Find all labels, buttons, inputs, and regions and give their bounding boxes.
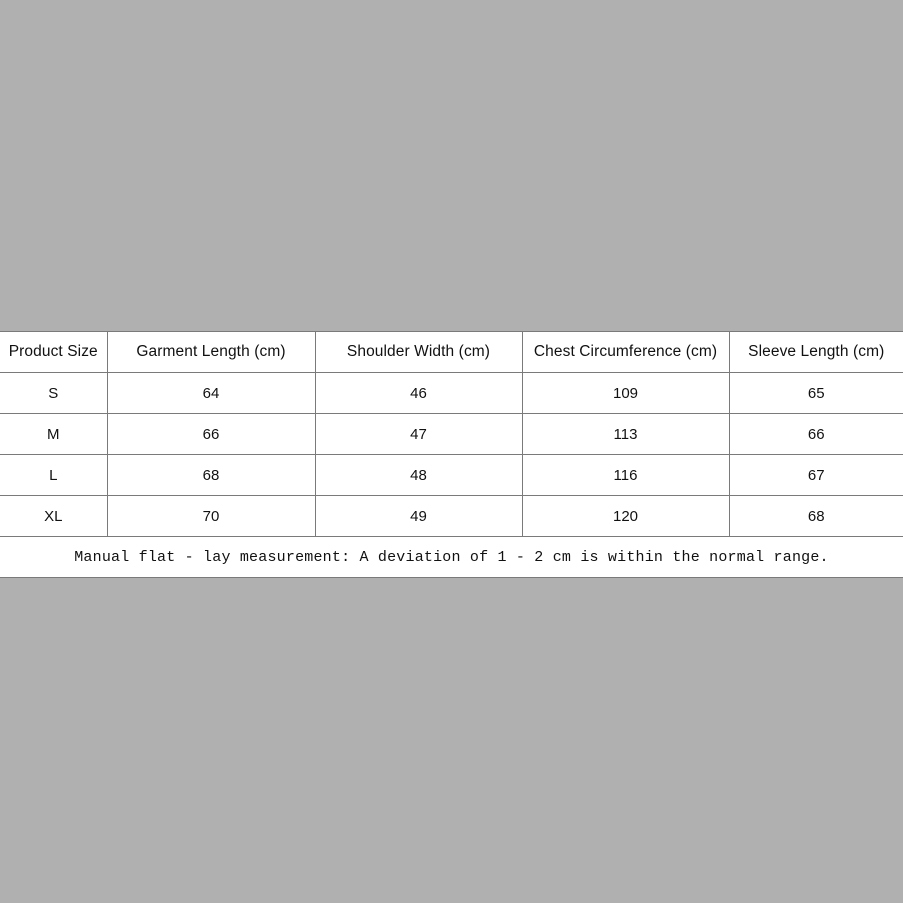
cell-size: S (0, 373, 107, 414)
cell-sleeve-length: 68 (729, 496, 903, 537)
cell-shoulder-width: 46 (315, 373, 522, 414)
table-row (0, 414, 903, 455)
cell-shoulder-width: 49 (315, 496, 522, 537)
table-body (0, 373, 903, 578)
cell-garment-length: 68 (107, 455, 315, 496)
cell-chest-circumference: 120 (522, 496, 729, 537)
table-header-row (0, 332, 903, 373)
column-header-shoulder-width: Shoulder Width (cm) (315, 332, 522, 373)
cell-size: M (0, 414, 107, 455)
cell-garment-length: 70 (107, 496, 315, 537)
column-header-product-size: Product Size (0, 332, 107, 373)
table-row (0, 455, 903, 496)
size-chart-container (0, 331, 903, 578)
cell-sleeve-length: 66 (729, 414, 903, 455)
cell-chest-circumference: 116 (522, 455, 729, 496)
table-row (0, 373, 903, 414)
measurement-note: Manual flat - lay measurement: A deviation of 1 - 2 cm is within the normal range. (0, 537, 903, 578)
cell-shoulder-width: 47 (315, 414, 522, 455)
cell-shoulder-width: 48 (315, 455, 522, 496)
cell-chest-circumference: 113 (522, 414, 729, 455)
table-note-row (0, 537, 903, 578)
cell-sleeve-length: 67 (729, 455, 903, 496)
column-header-chest-circumference: Chest Circumference (cm) (522, 332, 729, 373)
cell-sleeve-length: 65 (729, 373, 903, 414)
cell-size: L (0, 455, 107, 496)
table-row (0, 496, 903, 537)
size-chart-table (0, 331, 903, 578)
table-header (0, 332, 903, 373)
cell-garment-length: 66 (107, 414, 315, 455)
cell-size: XL (0, 496, 107, 537)
cell-garment-length: 64 (107, 373, 315, 414)
column-header-sleeve-length: Sleeve Length (cm) (729, 332, 903, 373)
cell-chest-circumference: 109 (522, 373, 729, 414)
column-header-garment-length: Garment Length (cm) (107, 332, 315, 373)
